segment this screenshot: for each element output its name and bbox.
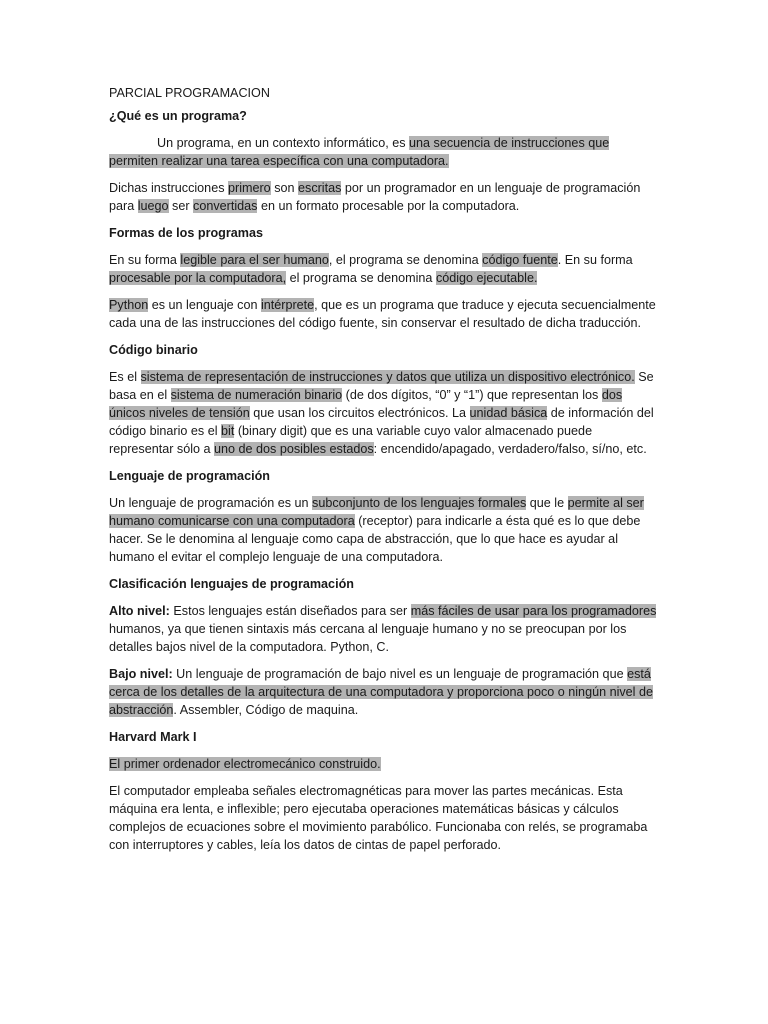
highlighted-text: Python xyxy=(109,298,149,312)
section-heading: Código binario xyxy=(109,343,198,357)
highlighted-text: unidad básica xyxy=(469,406,548,420)
text-run: , el programa se denomina xyxy=(328,253,483,267)
highlighted-text: sistema de numeración binario xyxy=(170,388,343,402)
document-body xyxy=(109,107,657,854)
paragraph xyxy=(109,782,657,854)
paragraph xyxy=(109,602,657,656)
paragraph xyxy=(109,296,657,332)
text-run: el programa se denomina xyxy=(286,271,436,285)
text-run: que le xyxy=(526,496,568,510)
paragraph xyxy=(109,134,657,170)
text-run: Se basa en el xyxy=(109,370,654,402)
text-run: que usan los circuitos electrónicos. La xyxy=(249,406,470,420)
paragraph xyxy=(109,755,657,773)
highlighted-text: intérprete xyxy=(260,298,315,312)
text-run: Un programa, en un contexto informático, es xyxy=(157,136,410,150)
text-run: son xyxy=(270,181,299,195)
document-title: PARCIAL PROGRAMACION xyxy=(109,86,270,100)
text-run: es un lenguaje con xyxy=(148,298,261,312)
section-heading: Formas de los programas xyxy=(109,226,263,240)
highlighted-text: procesable por la computadora, xyxy=(109,271,287,285)
text-run: (receptor) para indicarle a ésta qué es lo que debe hacer. Se le denomina al lenguaje como capa de abstracción, que lo que hace es ayudar al humano el evitar el complejo lenguaje de una computadora. xyxy=(109,514,641,564)
highlighted-text: una secuencia de instrucciones que permiten realizar una tarea específica con una computadora. xyxy=(109,136,610,168)
text-run: en un formato procesable por la computadora. xyxy=(257,199,520,213)
text-run: por un programador en un lenguaje de programación para xyxy=(109,181,641,213)
highlighted-text: escritas xyxy=(298,181,342,195)
highlighted-text: código ejecutable. xyxy=(435,271,538,285)
text-run: , que es un programa que traduce y ejecuta secuencialmente cada una de las instrucciones del código fuente, sin conservar el resultado de dicha traducción. xyxy=(109,298,656,330)
text-run: . En su forma xyxy=(557,253,633,267)
highlighted-text: bit xyxy=(221,424,235,438)
text-run: Dichas instrucciones xyxy=(109,181,228,195)
highlighted-text: El primer ordenador electromecánico construido. xyxy=(109,757,381,771)
highlighted-text: dos únicos niveles de tensión xyxy=(109,388,623,420)
paragraph xyxy=(109,179,657,215)
text-run: de información del código binario es el xyxy=(109,406,654,438)
highlighted-text: código fuente xyxy=(482,253,558,267)
highlighted-text: permite al ser humano comunicarse con una computadora xyxy=(109,496,644,528)
text-run: (de dos dígitos, “0” y “1”) que representan los xyxy=(342,388,602,402)
paragraph xyxy=(109,494,657,566)
highlighted-text: legible para el ser humano xyxy=(180,253,329,267)
highlighted-text: está cerca de los detalles de la arquitectura de una computadora y proporciona poco o ningún nivel de abstracción xyxy=(109,667,653,717)
highlighted-text: convertidas xyxy=(193,199,258,213)
highlighted-text: luego xyxy=(137,199,169,213)
paragraph xyxy=(109,251,657,287)
bold-label: Bajo nivel: xyxy=(109,667,173,681)
text-run: Es el xyxy=(109,370,141,384)
text-run: El computador empleaba señales electromagnéticas para mover las partes mecánicas. Esta máquina era lenta, e inflexible; pero ejecutaba operaciones matemáticas básicas y cálculos complejos de ecuaciones sobre el movimiento parabólico. Funcionaba con relés, se programaba con interruptores y cables, leía los datos de cintas de papel perforado. xyxy=(109,784,648,852)
highlighted-text: primero xyxy=(228,181,271,195)
text-run: Un lenguaje de programación es un xyxy=(109,496,313,510)
text-run: . Assembler, Código de maquina. xyxy=(173,703,359,717)
highlighted-text: subconjunto de los lenguajes formales xyxy=(312,496,527,510)
text-run: Estos lenguajes están diseñados para ser xyxy=(169,604,411,618)
text-run: Un lenguaje de programación de bajo nivel es un lenguaje de programación que xyxy=(172,667,628,681)
paragraph xyxy=(109,368,657,458)
document-page xyxy=(109,84,657,863)
highlighted-text: uno de dos posibles estados xyxy=(214,442,374,456)
section-heading: Lenguaje de programación xyxy=(109,469,270,483)
text-run: En su forma xyxy=(109,253,181,267)
text-run: humanos, ya que tienen sintaxis más cercana al lenguaje humano y no se preocupan por los detalles bajos nivel de la computadora. Python, C. xyxy=(109,622,627,654)
paragraph xyxy=(109,665,657,719)
section-heading: Clasificación lenguajes de programación xyxy=(109,577,354,591)
text-run: ser xyxy=(168,199,194,213)
section-heading: ¿Qué es un programa? xyxy=(109,109,247,123)
section-heading: Harvard Mark I xyxy=(109,730,197,744)
text-run: (binary digit) que es una variable cuyo valor almacenado puede representar sólo a xyxy=(109,424,593,456)
bold-label: Alto nivel: xyxy=(109,604,170,618)
highlighted-text: sistema de representación de instrucciones y datos que utiliza un dispositivo electrónico. xyxy=(140,370,635,384)
text-run: : encendido/apagado, verdadero/falso, sí/no, etc. xyxy=(373,442,647,456)
highlighted-text: más fáciles de usar para los programadores xyxy=(410,604,657,618)
